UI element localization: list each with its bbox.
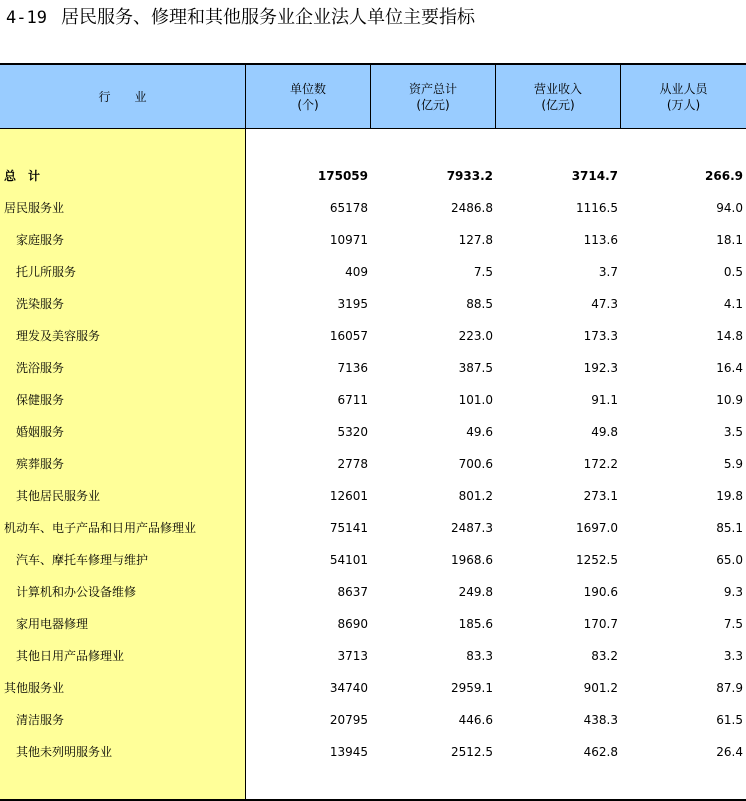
cell-value: 223.0 bbox=[458, 329, 493, 343]
cell-value: 249.8 bbox=[458, 585, 493, 599]
cell-value: 2959.1 bbox=[451, 681, 493, 695]
cell-value: 175059 bbox=[317, 169, 368, 183]
header-divider bbox=[495, 65, 496, 128]
header-divider bbox=[370, 65, 371, 128]
row-label: 其他服务业 bbox=[4, 681, 65, 695]
cell-value: 3713 bbox=[337, 649, 368, 663]
table-row bbox=[0, 160, 746, 192]
cell-value: 61.5 bbox=[716, 713, 743, 727]
row-label: 家庭服务 bbox=[16, 233, 65, 247]
cell-value: 87.9 bbox=[716, 681, 743, 695]
cell-value: 65.0 bbox=[716, 553, 743, 567]
cell-value: 10971 bbox=[329, 233, 368, 247]
row-label: 保健服务 bbox=[16, 393, 65, 407]
cell-value: 113.6 bbox=[583, 233, 618, 247]
cell-value: 8637 bbox=[337, 585, 368, 599]
table-row bbox=[0, 608, 746, 640]
cell-value: 3.7 bbox=[598, 265, 618, 279]
cell-value: 18.1 bbox=[716, 233, 743, 247]
row-label: 婚姻服务 bbox=[16, 425, 65, 439]
table-row bbox=[0, 224, 746, 256]
cell-value: 20795 bbox=[329, 713, 368, 727]
header-col-employees bbox=[621, 65, 746, 128]
row-label: 殡葬服务 bbox=[16, 457, 65, 471]
cell-value: 2486.8 bbox=[451, 201, 493, 215]
row-label: 居民服务业 bbox=[4, 201, 65, 215]
cell-value: 266.9 bbox=[705, 169, 743, 183]
cell-value: 83.2 bbox=[591, 649, 618, 663]
cell-value: 438.3 bbox=[583, 713, 618, 727]
cell-value: 901.2 bbox=[583, 681, 618, 695]
cell-value: 5320 bbox=[337, 425, 368, 439]
table-row bbox=[0, 544, 746, 576]
cell-value: 5.9 bbox=[723, 457, 743, 471]
cell-value: 13945 bbox=[329, 745, 368, 759]
table-row bbox=[0, 736, 746, 768]
header-col-name: 营业收入 bbox=[533, 81, 582, 96]
cell-value: 49.8 bbox=[591, 425, 618, 439]
cell-value: 0.5 bbox=[723, 265, 743, 279]
cell-value: 7.5 bbox=[723, 617, 743, 631]
row-label: 总 计 bbox=[4, 169, 41, 183]
cell-value: 273.1 bbox=[583, 489, 618, 503]
row-label: 机动车、电子产品和日用产品修理业 bbox=[4, 521, 197, 535]
table-row bbox=[0, 672, 746, 704]
cell-value: 75141 bbox=[329, 521, 368, 535]
row-label: 其他日用产品修理业 bbox=[16, 649, 125, 663]
header-industry-label: 行 业 bbox=[98, 89, 147, 104]
cell-value: 65178 bbox=[329, 201, 368, 215]
row-label: 理发及美容服务 bbox=[16, 329, 101, 343]
cell-value: 409 bbox=[345, 265, 368, 279]
row-label: 其他居民服务业 bbox=[16, 489, 101, 503]
title-text: 居民服务、修理和其他服务业企业法人单位主要指标 bbox=[60, 7, 475, 28]
header-col-revenue bbox=[496, 65, 620, 128]
table-number: 4-19 bbox=[6, 8, 47, 28]
table-row bbox=[0, 576, 746, 608]
cell-value: 446.6 bbox=[458, 713, 493, 727]
header-col-unit: (个) bbox=[297, 97, 319, 112]
row-label: 计算机和办公设备维修 bbox=[16, 585, 137, 599]
cell-value: 387.5 bbox=[458, 361, 493, 375]
table-row bbox=[0, 192, 746, 224]
table-row bbox=[0, 288, 746, 320]
cell-value: 91.1 bbox=[591, 393, 618, 407]
cell-value: 3.5 bbox=[723, 425, 743, 439]
cell-value: 7.5 bbox=[473, 265, 493, 279]
cell-value: 801.2 bbox=[458, 489, 493, 503]
table-row bbox=[0, 416, 746, 448]
table-row bbox=[0, 320, 746, 352]
cell-value: 1116.5 bbox=[576, 201, 618, 215]
cell-value: 83.3 bbox=[466, 649, 493, 663]
cell-value: 4.1 bbox=[723, 297, 743, 311]
cell-value: 12601 bbox=[329, 489, 368, 503]
cell-value: 19.8 bbox=[716, 489, 743, 503]
cell-value: 192.3 bbox=[583, 361, 618, 375]
header-col-unit: (万人) bbox=[666, 97, 701, 112]
cell-value: 3.3 bbox=[723, 649, 743, 663]
cell-value: 94.0 bbox=[716, 201, 743, 215]
cell-value: 49.6 bbox=[466, 425, 493, 439]
header-divider bbox=[620, 65, 621, 128]
header-industry bbox=[0, 65, 245, 128]
table-row bbox=[0, 480, 746, 512]
table-row bbox=[0, 384, 746, 416]
header-col-name: 单位数 bbox=[289, 81, 326, 96]
row-label: 清洁服务 bbox=[16, 713, 65, 727]
cell-value: 2778 bbox=[337, 457, 368, 471]
cell-value: 3714.7 bbox=[571, 169, 618, 183]
cell-value: 1252.5 bbox=[576, 553, 618, 567]
cell-value: 190.6 bbox=[583, 585, 618, 599]
cell-value: 1968.6 bbox=[451, 553, 493, 567]
cell-value: 34740 bbox=[329, 681, 368, 695]
cell-value: 101.0 bbox=[458, 393, 493, 407]
table-row bbox=[0, 640, 746, 672]
cell-value: 127.8 bbox=[458, 233, 493, 247]
cell-value: 700.6 bbox=[458, 457, 493, 471]
cell-value: 85.1 bbox=[716, 521, 743, 535]
row-label: 家用电器修理 bbox=[16, 617, 89, 631]
cell-value: 10.9 bbox=[716, 393, 743, 407]
cell-value: 54101 bbox=[329, 553, 368, 567]
cell-value: 185.6 bbox=[458, 617, 493, 631]
row-label: 洗染服务 bbox=[16, 297, 65, 311]
cell-value: 172.2 bbox=[583, 457, 618, 471]
cell-value: 170.7 bbox=[583, 617, 618, 631]
header-col-name: 资产总计 bbox=[408, 81, 457, 96]
table-row bbox=[0, 448, 746, 480]
cell-value: 6711 bbox=[337, 393, 368, 407]
cell-value: 8690 bbox=[337, 617, 368, 631]
header-col-units bbox=[246, 65, 370, 128]
cell-value: 9.3 bbox=[723, 585, 743, 599]
cell-value: 26.4 bbox=[716, 745, 743, 759]
cell-value: 14.8 bbox=[716, 329, 743, 343]
row-label: 汽车、摩托车修理与维护 bbox=[16, 553, 149, 567]
table-row bbox=[0, 352, 746, 384]
cell-value: 7933.2 bbox=[446, 169, 493, 183]
cell-value: 173.3 bbox=[583, 329, 618, 343]
cell-value: 88.5 bbox=[466, 297, 493, 311]
cell-value: 2512.5 bbox=[451, 745, 493, 759]
cell-value: 7136 bbox=[337, 361, 368, 375]
cell-value: 47.3 bbox=[591, 297, 618, 311]
table-row bbox=[0, 704, 746, 736]
table-row bbox=[0, 256, 746, 288]
row-label: 托儿所服务 bbox=[16, 265, 77, 279]
table-header bbox=[0, 65, 746, 129]
header-col-unit: (亿元) bbox=[541, 97, 575, 112]
table-title bbox=[6, 6, 475, 30]
header-col-unit: (亿元) bbox=[416, 97, 450, 112]
row-label: 洗浴服务 bbox=[16, 361, 65, 375]
header-col-name: 从业人员 bbox=[659, 81, 708, 96]
row-label: 其他未列明服务业 bbox=[16, 745, 113, 759]
cell-value: 2487.3 bbox=[451, 521, 493, 535]
cell-value: 3195 bbox=[337, 297, 368, 311]
cell-value: 1697.0 bbox=[576, 521, 618, 535]
cell-value: 462.8 bbox=[583, 745, 618, 759]
header-col-assets bbox=[371, 65, 495, 128]
cell-value: 16.4 bbox=[716, 361, 743, 375]
cell-value: 16057 bbox=[329, 329, 368, 343]
table-row bbox=[0, 512, 746, 544]
